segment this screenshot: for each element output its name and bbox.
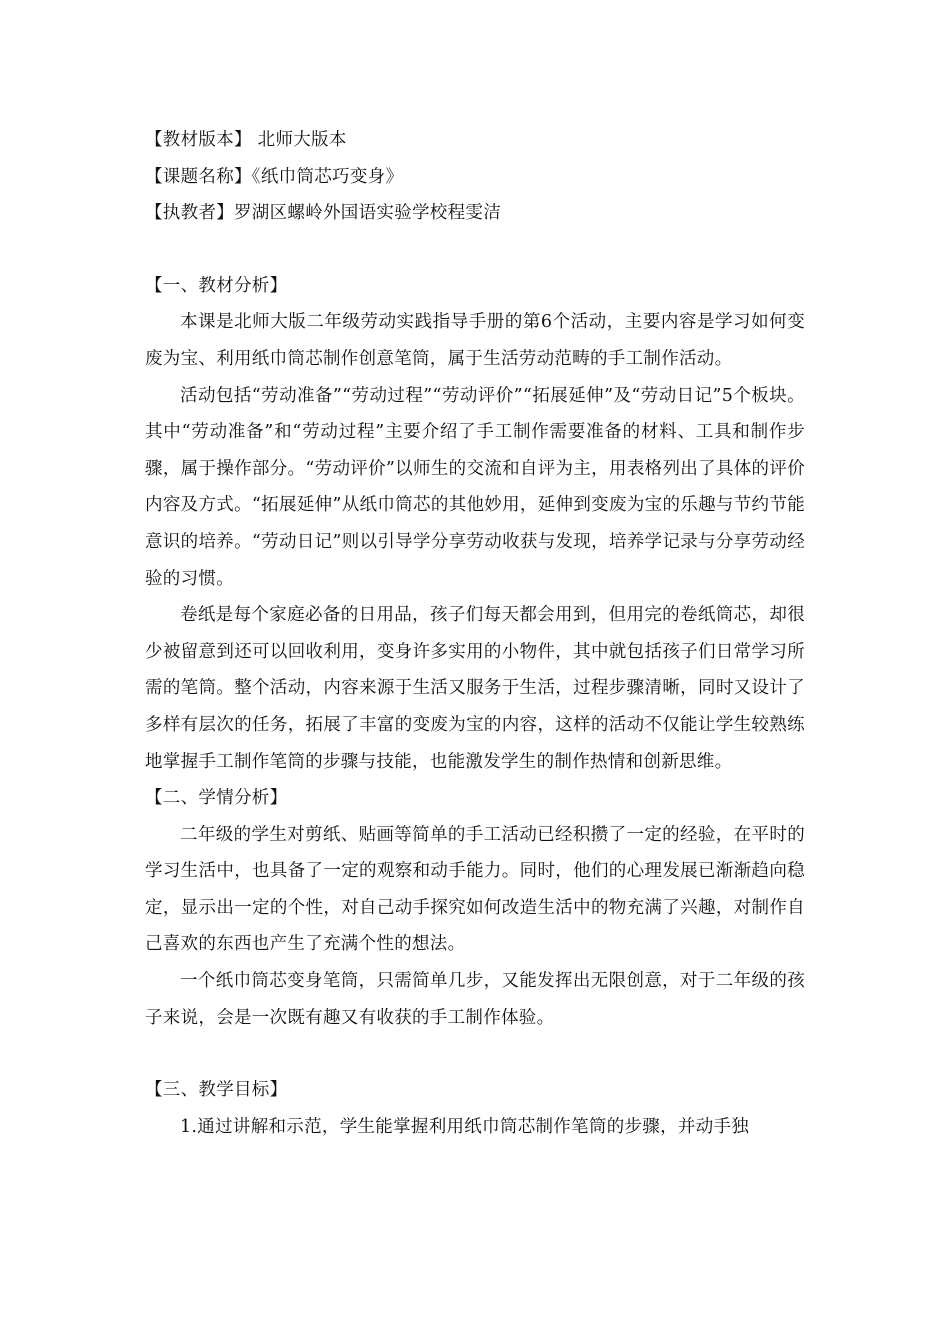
lesson-title: 【课题名称】《纸巾筒芯巧变身》	[145, 166, 404, 187]
document-body	[145, 122, 805, 1145]
paragraph: 1.通过讲解和示范，学生能掌握利用纸巾筒芯制作笔筒的步骤，并动手独	[180, 1116, 750, 1137]
paragraph: 二年级的学生对剪纸、贴画等简单的手工活动已经积攒了一定的经验，在平时的学习生活中，也具备了一定的观察和动手能力。同时，他们的心理发展已渐渐趋向稳定，显示出一定的个性，对自己动手探究如何改造生活中的物充满了兴趣，对制作自己喜欢的东西也产生了充满个性的想法。	[145, 824, 805, 955]
teacher-line: 【执教者】罗湖区螺岭外国语实验学校程雯洁	[145, 203, 501, 224]
section-heading-student-analysis: 【二、学情分析】	[145, 788, 288, 809]
section-heading-textbook-analysis: 【一、教材分析】	[145, 275, 288, 296]
paragraph: 本课是北师大版二年级劳动实践指导手册的第6个活动，主要内容是学习如何变废为宝、利用纸巾筒芯制作创意笔筒，属于生活劳动范畴的手工制作活动。	[145, 312, 805, 369]
paragraph: 卷纸是每个家庭必备的日用品，孩子们每天都会用到，但用完的卷纸筒芯，却很少被留意到还可以回收利用，变身许多实用的小物件，其中就包括孩子们日常学习所需的笔筒。整个活动，内容来源于生活又服务于生活，过程步骤清晰，同时又设计了多样有层次的任务，拓展了丰富的变废为宝的内容，这样的活动不仅能让学生较熟练地掌握手工制作笔筒的步骤与技能，也能激发学生的制作热情和创新思维。	[145, 605, 805, 772]
paragraph: 活动包括“劳动准备”“劳动过程”“劳动评价”“拓展延伸”及“劳动日记”5个板块。其中“劳动准备”和“劳动过程”主要介绍了手工制作需要准备的材料、工具和制作步骤，属于操作部分。“劳动评价”以师生的交流和自评为主，用表格列出了具体的评价内容及方式。“拓展延伸”从纸巾筒芯的其他妙用，延伸到变废为宝的乐趣与节约节能意识的培养。“劳动日记”则以引导学分享劳动收获与发现，培养学记录与分享劳动经验的习惯。	[145, 385, 805, 589]
textbook-edition: 【教材版本】 北师大版本	[145, 130, 347, 150]
spacer	[145, 1036, 805, 1072]
spacer	[145, 232, 805, 268]
section-heading-teaching-goals: 【三、教学目标】	[145, 1080, 288, 1101]
paragraph: 一个纸巾筒芯变身笔筒，只需简单几步，又能发挥出无限创意，对于二年级的孩子来说，会是一次既有趣又有收获的手工制作体验。	[145, 971, 805, 1028]
